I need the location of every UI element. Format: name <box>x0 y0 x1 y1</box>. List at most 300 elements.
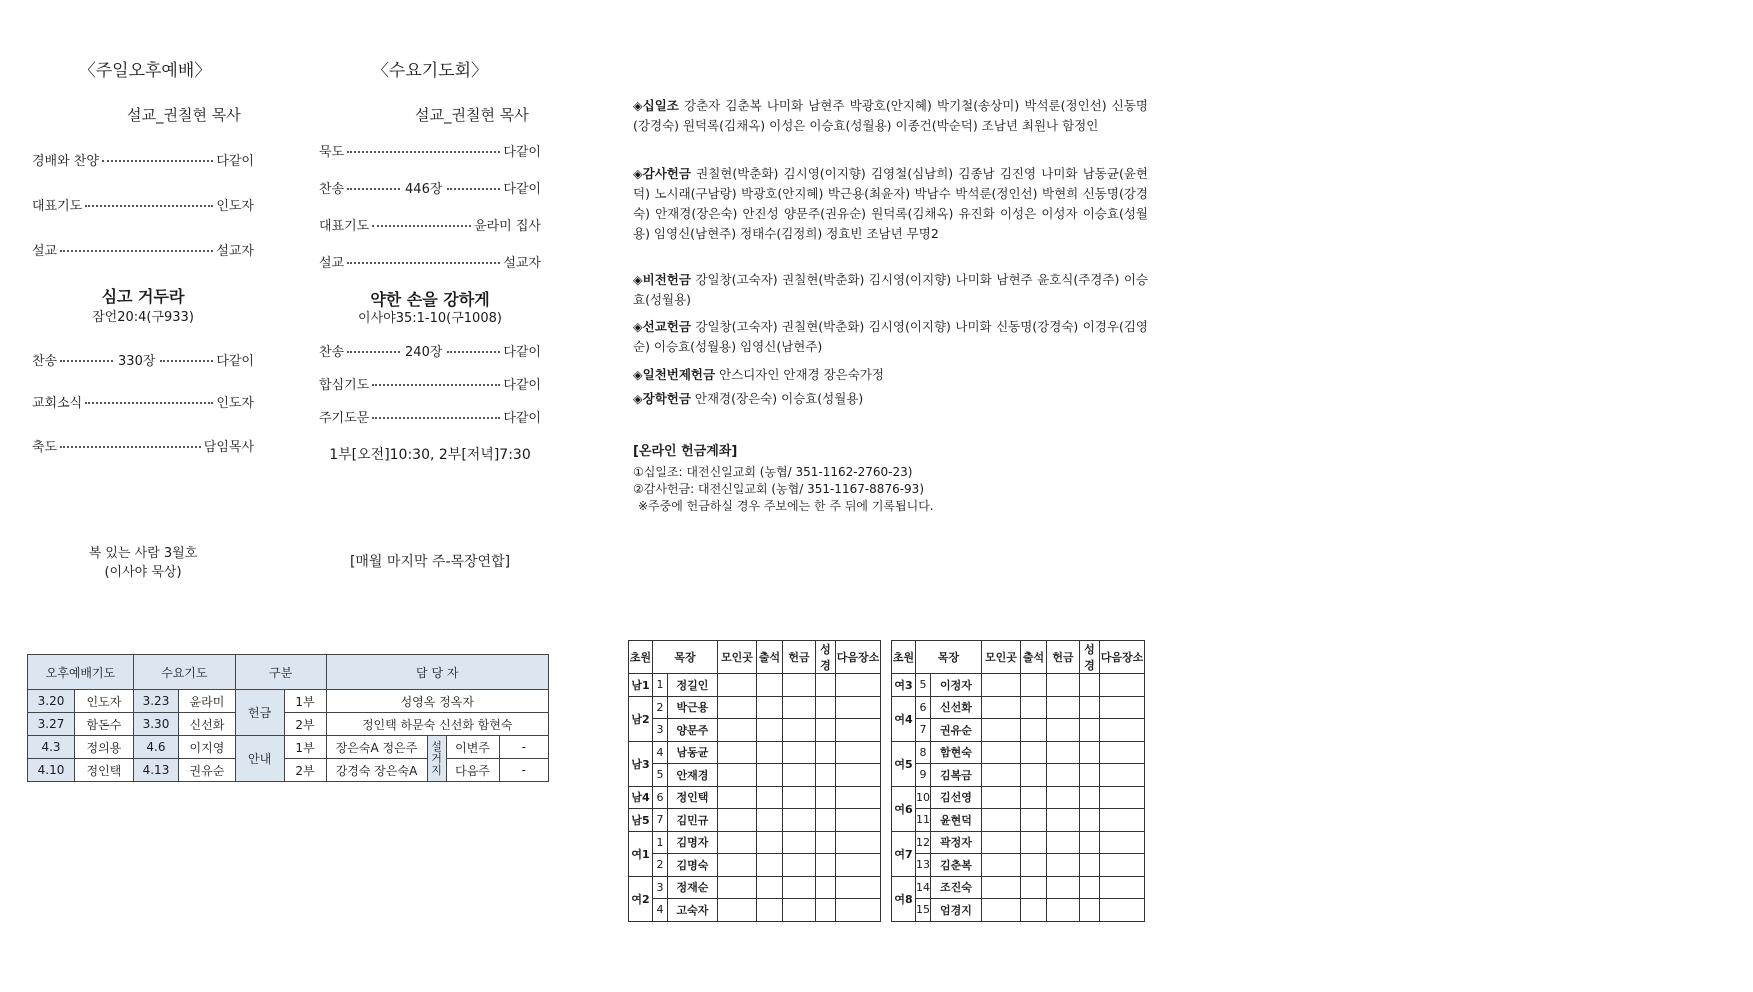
number-cell: 4 <box>653 741 668 764</box>
name-cell: 김복금 <box>931 764 982 787</box>
offering-tithe <box>633 96 1148 136</box>
name-cell: 곽정자 <box>931 831 982 854</box>
wednesday-sermon-title: 약한 손을 강하게 <box>370 290 490 309</box>
offering-names: 권칠현(박춘화) 김시영(이지향) 김영철(심남희) 김종남 김진영 나미화 남동균(윤현덕) 노시래(구남랑) 박광호(안지혜) 박근용(최윤자) 박남수 박석룬(정인선) 박현희 신동명(강경숙) 안재경(장은숙) 안진성 양문주(권유순) 원덕록(김채옥) 유진화 이성은 이성자 이승효(성월용) 임영신(남현주) 정태수(김정희) 정효빈 조남년 무명2 <box>633 166 1148 241</box>
empty-cell <box>1100 764 1145 787</box>
header-afternoon-prayer: 오후예배기도 <box>28 655 134 690</box>
name-cell: 안재경 <box>668 764 718 787</box>
table-row <box>892 641 1145 674</box>
number-cell: 6 <box>653 786 668 809</box>
item-value: 다같이 <box>503 378 541 393</box>
empty-cell <box>1080 876 1100 899</box>
empty-cell <box>718 696 757 719</box>
table-row <box>892 831 1145 854</box>
item-label: 찬송 <box>319 345 345 360</box>
offering-names: 안재경(장은숙) 이승효(성월용) <box>694 391 864 406</box>
empty-cell <box>783 719 816 742</box>
number-cell: 12 <box>916 831 931 854</box>
cell-name: 정인택 <box>74 759 133 782</box>
item-value: 인도자 <box>216 396 254 411</box>
empty-cell <box>757 876 783 899</box>
table-row <box>629 641 881 674</box>
empty-cell <box>1080 696 1100 719</box>
empty-cell <box>783 831 816 854</box>
empty-cell <box>1100 876 1145 899</box>
table-row <box>629 696 881 719</box>
table-row <box>892 719 1145 742</box>
empty-cell <box>757 741 783 764</box>
empty-cell <box>1021 696 1047 719</box>
group-cell: 여3 <box>892 674 916 697</box>
table-row <box>629 876 881 899</box>
name-cell: 김선영 <box>931 786 982 809</box>
empty-cell <box>836 876 881 899</box>
item-label: 찬송 <box>319 182 345 197</box>
table-row <box>629 899 881 922</box>
number-cell: 3 <box>653 876 668 899</box>
group-cell: 남4 <box>629 786 653 809</box>
number-cell: 10 <box>916 786 931 809</box>
table-row <box>629 831 881 854</box>
empty-cell <box>1047 764 1080 787</box>
empty-cell <box>1100 719 1145 742</box>
group-cell: 남1 <box>629 674 653 697</box>
table-row <box>629 764 881 787</box>
empty-cell <box>1021 899 1047 922</box>
empty-cell <box>757 831 783 854</box>
wednesday-item-sermon <box>319 252 541 271</box>
number-cell: 13 <box>916 854 931 877</box>
item-label: 합심기도 <box>319 378 370 393</box>
sunday-title: 〈주일오후예배〉 <box>78 61 212 81</box>
cell-part: 2부 <box>284 759 326 782</box>
empty-cell <box>718 719 757 742</box>
empty-cell <box>1047 696 1080 719</box>
table-row <box>629 809 881 832</box>
column-header: 초원 <box>892 641 916 674</box>
sunday-item-praise <box>32 150 254 169</box>
table-row <box>28 655 549 690</box>
empty-cell <box>1100 831 1145 854</box>
number-cell: 8 <box>916 741 931 764</box>
empty-cell <box>783 764 816 787</box>
empty-cell <box>1100 674 1145 697</box>
empty-cell <box>757 719 783 742</box>
offering-label: ◈선교헌금 <box>633 319 691 334</box>
cell-date: 4.13 <box>133 759 178 782</box>
cell-date: 4.10 <box>28 759 75 782</box>
column-header: 성경 <box>816 641 836 674</box>
cell-person: 장은숙A 정은주 <box>326 736 427 759</box>
attendance-table-left <box>628 640 881 922</box>
cell-extra-name: 이변주 <box>446 736 499 759</box>
empty-cell <box>836 674 881 697</box>
empty-cell <box>783 876 816 899</box>
empty-cell <box>783 854 816 877</box>
empty-cell <box>718 831 757 854</box>
empty-cell <box>718 741 757 764</box>
group-cell: 여5 <box>892 741 916 786</box>
attendance-table-right <box>891 640 1145 922</box>
cell-name: 신선화 <box>179 713 236 736</box>
empty-cell <box>1100 786 1145 809</box>
item-value: 인도자 <box>216 199 254 214</box>
empty-cell <box>1047 741 1080 764</box>
name-cell: 박근용 <box>668 696 718 719</box>
name-cell: 정길인 <box>668 674 718 697</box>
column-header: 다음장소 <box>836 641 881 674</box>
name-cell: 남동균 <box>668 741 718 764</box>
empty-cell <box>783 786 816 809</box>
name-cell: 정재순 <box>668 876 718 899</box>
wednesday-item-lords-prayer <box>319 407 541 426</box>
empty-cell <box>1100 809 1145 832</box>
sunday-item-sermon <box>32 240 254 259</box>
empty-cell <box>1047 809 1080 832</box>
sunday-preacher: 설교_권칠현 목사 <box>127 106 241 124</box>
cell-name: 윤라미 <box>179 690 236 713</box>
offering-mission <box>633 317 1148 357</box>
item-label: 축도 <box>32 440 58 455</box>
empty-cell <box>836 899 881 922</box>
empty-cell <box>982 696 1021 719</box>
empty-cell <box>836 809 881 832</box>
table-row <box>892 876 1145 899</box>
empty-cell <box>982 876 1021 899</box>
empty-cell <box>836 854 881 877</box>
empty-cell <box>783 674 816 697</box>
group-cell: 남5 <box>629 809 653 832</box>
cell-date: 3.23 <box>133 690 178 713</box>
table-row <box>892 741 1145 764</box>
item-value: 담임목사 <box>203 440 254 455</box>
group-cell: 여1 <box>629 831 653 876</box>
table-row <box>892 696 1145 719</box>
blessed-title: 복 있는 사람 3월호 <box>88 546 198 561</box>
table-row <box>629 674 881 697</box>
column-header: 헌금 <box>783 641 816 674</box>
online-account-thanks: ②감사헌금: 대전신일교회 (농협/ 351-1167-8876-93) <box>633 482 924 496</box>
number-cell: 3 <box>653 719 668 742</box>
number-cell: 9 <box>916 764 931 787</box>
column-header: 목장 <box>916 641 982 674</box>
empty-cell <box>1021 809 1047 832</box>
empty-cell <box>1021 831 1047 854</box>
item-label: 주기도문 <box>319 411 370 426</box>
table-row <box>629 719 881 742</box>
empty-cell <box>836 764 881 787</box>
empty-cell <box>1080 786 1100 809</box>
empty-cell <box>836 719 881 742</box>
empty-cell <box>1021 876 1047 899</box>
number-cell: 4 <box>653 899 668 922</box>
number-cell: 15 <box>916 899 931 922</box>
offering-scholarship <box>633 389 1148 409</box>
column-header: 다음장소 <box>1100 641 1145 674</box>
table-row <box>28 736 549 759</box>
empty-cell <box>982 899 1021 922</box>
empty-cell <box>816 876 836 899</box>
item-label: 경배와 찬양 <box>32 154 99 169</box>
sunday-item-prayer <box>32 195 254 214</box>
duty-table <box>27 654 549 782</box>
empty-cell <box>982 674 1021 697</box>
empty-cell <box>982 741 1021 764</box>
name-cell: 윤현덕 <box>931 809 982 832</box>
number-cell: 5 <box>653 764 668 787</box>
wednesday-item-hymn2 <box>319 341 541 360</box>
name-cell: 정인택 <box>668 786 718 809</box>
empty-cell <box>1047 786 1080 809</box>
number-cell: 7 <box>916 719 931 742</box>
column-header: 초원 <box>629 641 653 674</box>
group-cell: 여7 <box>892 831 916 876</box>
cell-person: 강경숙 장은숙A <box>326 759 427 782</box>
group-cell: 여4 <box>892 696 916 741</box>
group-cell: 여6 <box>892 786 916 831</box>
empty-cell <box>816 809 836 832</box>
cell-extra-value: - <box>499 759 548 782</box>
empty-cell <box>1021 741 1047 764</box>
empty-cell <box>982 831 1021 854</box>
table-row <box>28 759 549 782</box>
empty-cell <box>1021 854 1047 877</box>
cell-group-usher: 안내 <box>235 736 284 782</box>
name-cell: 김민규 <box>668 809 718 832</box>
empty-cell <box>836 741 881 764</box>
item-value: 다같이 <box>216 354 254 369</box>
group-cell: 남3 <box>629 741 653 786</box>
column-header: 출석 <box>757 641 783 674</box>
name-cell: 이정자 <box>931 674 982 697</box>
cell-date: 4.3 <box>28 736 75 759</box>
offering-label: ◈비전헌금 <box>633 272 691 287</box>
empty-cell <box>1080 899 1100 922</box>
wednesday-item-silent <box>319 141 541 160</box>
cell-part: 2부 <box>284 713 326 736</box>
empty-cell <box>757 899 783 922</box>
number-cell: 2 <box>653 696 668 719</box>
table-row <box>892 674 1145 697</box>
item-label: 교회소식 <box>32 396 83 411</box>
table-row <box>28 690 549 713</box>
offering-label: ◈장학헌금 <box>633 391 691 406</box>
empty-cell <box>757 786 783 809</box>
cell-extra-name: 다음주 <box>446 759 499 782</box>
wednesday-item-hymn <box>319 178 541 197</box>
number-cell: 1 <box>653 831 668 854</box>
empty-cell <box>1100 899 1145 922</box>
empty-cell <box>783 809 816 832</box>
empty-cell <box>783 696 816 719</box>
item-label: 설교 <box>32 244 58 259</box>
empty-cell <box>1021 764 1047 787</box>
table-row <box>629 854 881 877</box>
empty-cell <box>1100 741 1145 764</box>
cell-date: 3.30 <box>133 713 178 736</box>
empty-cell <box>718 876 757 899</box>
wednesday-note: [매월 마지막 주-목장연합] <box>349 554 511 570</box>
empty-cell <box>757 764 783 787</box>
offering-names: 강춘자 김춘복 나미화 남현주 박광호(안지혜) 박기철(송상미) 박석룬(정인선) 신동명(강경숙) 원덕록(김채옥) 이성은 이승효(성월용) 이종건(박순덕) 조남년 최원나 함정인 <box>633 98 1148 133</box>
empty-cell <box>982 854 1021 877</box>
column-header: 성경 <box>1080 641 1100 674</box>
online-account-tithe: ①십일조: 대전신일교회 (농협/ 351-1162-2760-23) <box>633 465 913 479</box>
item-label: 대표기도 <box>32 199 83 214</box>
number-cell: 5 <box>916 674 931 697</box>
empty-cell <box>757 674 783 697</box>
item-label: 찬송 <box>32 354 58 369</box>
empty-cell <box>783 741 816 764</box>
group-cell: 여8 <box>892 876 916 921</box>
blessed-subtitle: (이사야 묵상) <box>104 565 182 580</box>
header-wednesday-prayer: 수요기도 <box>133 655 235 690</box>
table-row <box>629 786 881 809</box>
cell-name: 권유순 <box>179 759 236 782</box>
empty-cell <box>1080 674 1100 697</box>
number-cell: 6 <box>916 696 931 719</box>
empty-cell <box>836 696 881 719</box>
empty-cell <box>757 696 783 719</box>
offering-vision <box>633 270 1148 310</box>
empty-cell <box>1047 831 1080 854</box>
offering-names: 강일창(고숙자) 권칠현(박춘화) 김시영(이지향) 나미화 신동명(강경숙) 이경우(김영순) 이승효(성월용) 임영신(남현주) <box>633 319 1148 354</box>
empty-cell <box>982 809 1021 832</box>
empty-cell <box>816 831 836 854</box>
wednesday-preacher: 설교_권칠현 목사 <box>415 106 529 124</box>
table-row <box>892 854 1145 877</box>
empty-cell <box>1047 876 1080 899</box>
hymn-number: 330장 <box>118 354 156 369</box>
online-account-note: ※주중에 헌금하실 경우 주보에는 한 주 뒤에 기록됩니다. <box>638 499 934 513</box>
name-cell: 엄경지 <box>931 899 982 922</box>
name-cell: 김명자 <box>668 831 718 854</box>
table-row <box>28 713 549 736</box>
empty-cell <box>1080 719 1100 742</box>
empty-cell <box>1080 809 1100 832</box>
name-cell: 양문주 <box>668 719 718 742</box>
wednesday-item-joint-prayer <box>319 374 541 393</box>
number-cell: 11 <box>916 809 931 832</box>
empty-cell <box>836 786 881 809</box>
item-value: 윤라미 집사 <box>474 219 541 234</box>
empty-cell <box>1100 854 1145 877</box>
empty-cell <box>1080 831 1100 854</box>
table-row <box>892 809 1145 832</box>
item-label: 대표기도 <box>319 219 370 234</box>
cell-person: 성영옥 정옥자 <box>326 690 548 713</box>
table-row <box>892 764 1145 787</box>
item-label: 설교 <box>319 256 345 271</box>
table-row <box>629 741 881 764</box>
cell-extra-value: - <box>499 736 548 759</box>
item-value: 설교자 <box>216 244 254 259</box>
table-row <box>892 899 1145 922</box>
empty-cell <box>1080 764 1100 787</box>
empty-cell <box>1080 854 1100 877</box>
item-value: 다같이 <box>503 182 541 197</box>
cell-name: 이지영 <box>179 736 236 759</box>
empty-cell <box>1021 719 1047 742</box>
name-cell: 김명숙 <box>668 854 718 877</box>
offering-thanks <box>633 164 1148 244</box>
empty-cell <box>982 764 1021 787</box>
offering-label: ◈감사헌금 <box>633 166 691 181</box>
item-label: 묵도 <box>319 145 345 160</box>
empty-cell <box>816 764 836 787</box>
item-value: 설교자 <box>503 256 541 271</box>
item-value: 다같이 <box>216 154 254 169</box>
sunday-item-hymn <box>32 350 254 369</box>
empty-cell <box>816 854 836 877</box>
empty-cell <box>816 741 836 764</box>
cell-person: 정인택 하문숙 신선화 함현숙 <box>326 713 548 736</box>
header-division: 구분 <box>235 655 326 690</box>
offering-label: ◈십일조 <box>633 98 679 113</box>
wednesday-title: 〈수요기도회〉 <box>371 61 489 81</box>
offering-label: ◈일천번제헌금 <box>633 367 716 382</box>
offering-names: 안스디자인 안재경 장은숙가정 <box>719 367 884 382</box>
cell-part: 1부 <box>284 736 326 759</box>
wednesday-times: 1부[오전]10:30, 2부[저녁]7:30 <box>329 447 531 463</box>
name-cell: 함현숙 <box>931 741 982 764</box>
name-cell: 김춘복 <box>931 854 982 877</box>
wednesday-item-prayer <box>319 215 541 234</box>
number-cell: 2 <box>653 854 668 877</box>
cell-date: 3.27 <box>28 713 75 736</box>
column-header: 목장 <box>653 641 718 674</box>
column-header: 출석 <box>1021 641 1047 674</box>
item-value: 다같이 <box>503 345 541 360</box>
empty-cell <box>1047 854 1080 877</box>
empty-cell <box>718 786 757 809</box>
empty-cell <box>718 899 757 922</box>
sunday-sermon-title: 심고 거두라 <box>101 287 185 306</box>
empty-cell <box>718 809 757 832</box>
wednesday-sermon-ref: 이사야35:1-10(구1008) <box>358 311 502 326</box>
cell-part: 1부 <box>284 690 326 713</box>
empty-cell <box>718 674 757 697</box>
offering-names: 강일창(고숙자) 권칠현(박춘화) 김시영(이지향) 나미화 남현주 윤호식(주경주) 이승효(성월용) <box>633 272 1148 307</box>
hymn-number: 446장 <box>405 182 443 197</box>
offering-thousand <box>633 365 1148 385</box>
empty-cell <box>757 854 783 877</box>
empty-cell <box>982 719 1021 742</box>
empty-cell <box>816 899 836 922</box>
item-value: 다같이 <box>503 411 541 426</box>
name-cell: 신선화 <box>931 696 982 719</box>
sunday-item-news <box>32 392 254 411</box>
number-cell: 1 <box>653 674 668 697</box>
cell-date: 4.6 <box>133 736 178 759</box>
cell-date: 3.20 <box>28 690 75 713</box>
cell-name: 함돈수 <box>74 713 133 736</box>
cell-dishwashing: 설 거 지 <box>427 736 446 782</box>
empty-cell <box>1047 899 1080 922</box>
empty-cell <box>1021 674 1047 697</box>
table-row <box>892 786 1145 809</box>
empty-cell <box>1080 741 1100 764</box>
group-cell: 남2 <box>629 696 653 741</box>
empty-cell <box>718 854 757 877</box>
group-cell: 여2 <box>629 876 653 921</box>
cell-group-offering: 헌금 <box>235 690 284 736</box>
empty-cell <box>816 696 836 719</box>
empty-cell <box>1047 674 1080 697</box>
number-cell: 7 <box>653 809 668 832</box>
empty-cell <box>816 786 836 809</box>
empty-cell <box>783 899 816 922</box>
